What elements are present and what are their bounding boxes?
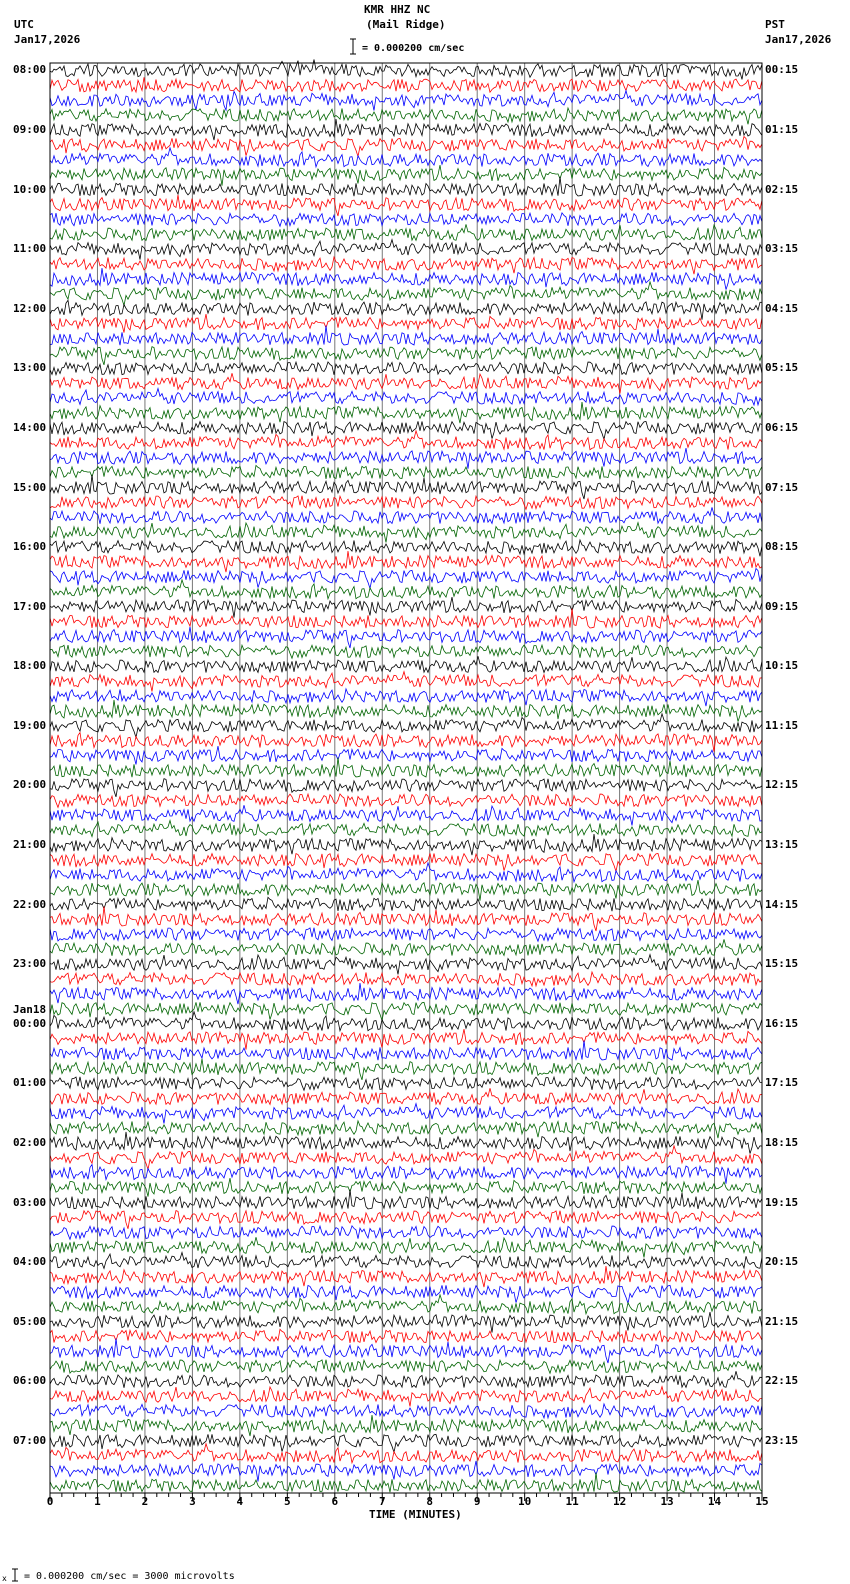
x-tick-label: 6 xyxy=(331,1495,339,1508)
trace-line xyxy=(50,779,762,797)
trace-line xyxy=(50,672,762,692)
utc-hour-label: 14:00 xyxy=(13,420,47,434)
trace-line xyxy=(50,1444,762,1463)
utc-hour-label: 11:00 xyxy=(13,242,47,256)
utc-zone-label: UTC xyxy=(14,18,34,31)
pst-hour-label: 04:15 xyxy=(765,301,799,315)
seismic-traces xyxy=(50,60,762,1493)
utc-hour-label: 06:00 xyxy=(13,1374,47,1388)
trace-line xyxy=(50,1211,762,1229)
trace-line xyxy=(50,1012,762,1031)
trace-line xyxy=(50,1029,762,1050)
trace-line xyxy=(50,77,762,92)
utc-hour-label: 21:00 xyxy=(13,838,47,852)
trace-line xyxy=(50,700,762,722)
location-subtitle: (Mail Ridge) xyxy=(366,18,446,31)
pst-hour-label: 17:15 xyxy=(765,1076,799,1090)
trace-line xyxy=(50,689,762,706)
x-tick-label: 2 xyxy=(141,1495,149,1508)
trace-line xyxy=(50,314,762,333)
trace-line xyxy=(50,714,762,738)
pst-hour-label: 11:15 xyxy=(765,718,799,732)
trace-line xyxy=(50,897,762,911)
trace-line xyxy=(50,257,762,274)
trace-line xyxy=(50,939,762,956)
trace-line xyxy=(50,421,762,439)
trace-line xyxy=(50,60,762,80)
trace-line xyxy=(50,1339,762,1363)
trace-line xyxy=(50,1059,762,1080)
utc-hour-label: 15:00 xyxy=(13,480,47,494)
utc-hour-label: 03:00 xyxy=(13,1195,47,1209)
pst-hour-label: 03:15 xyxy=(765,242,799,256)
pst-hour-label: 02:15 xyxy=(765,182,799,196)
utc-hour-label: 20:00 xyxy=(13,778,47,792)
utc-hour-label: 10:00 xyxy=(13,182,47,196)
pst-hour-label: 15:15 xyxy=(765,957,799,971)
trace-line xyxy=(50,1088,762,1104)
trace-line xyxy=(50,580,762,599)
trace-line xyxy=(50,362,762,375)
pst-hour-label: 22:15 xyxy=(765,1374,799,1388)
x-tick-label: 15 xyxy=(755,1495,769,1508)
trace-line xyxy=(50,1461,762,1482)
utc-hour-label: 02:00 xyxy=(13,1135,47,1149)
utc-hour-label: 13:00 xyxy=(13,361,47,375)
trace-line xyxy=(50,955,762,975)
trace-line xyxy=(50,1132,762,1154)
trace-line xyxy=(50,569,762,589)
trace-line xyxy=(50,448,762,469)
utc-hour-label: 18:00 xyxy=(13,659,47,673)
svg-text:x: x xyxy=(2,1574,7,1583)
trace-line xyxy=(50,907,762,931)
trace-line xyxy=(50,1473,762,1492)
trace-line xyxy=(50,496,762,510)
trace-line xyxy=(50,1178,762,1197)
x-tick-label: 4 xyxy=(236,1495,244,1508)
trace-line xyxy=(50,1002,762,1020)
trace-line xyxy=(50,1253,762,1269)
trace-line xyxy=(50,1226,762,1240)
utc-hour-label: 19:00 xyxy=(13,718,47,732)
trace-line xyxy=(50,108,762,124)
trace-line xyxy=(50,1285,762,1303)
trace-line xyxy=(50,834,762,855)
trace-line xyxy=(50,1415,762,1436)
trace-line xyxy=(50,1404,762,1418)
trace-line xyxy=(50,507,762,524)
x-tick-label: 1 xyxy=(94,1495,101,1508)
trace-line xyxy=(50,240,762,260)
scale-bar-icon xyxy=(349,37,357,57)
trace-line xyxy=(50,1312,762,1333)
scale-text: = 0.000200 cm/sec xyxy=(362,43,465,54)
utc-date-marker: Jan18 xyxy=(13,1002,47,1016)
trace-line xyxy=(50,551,762,572)
trace-line xyxy=(50,645,762,658)
trace-line xyxy=(50,821,762,837)
trace-line xyxy=(50,1165,762,1184)
utc-hour-label: 17:00 xyxy=(13,599,47,613)
trace-line xyxy=(50,609,762,629)
trace-line xyxy=(50,853,762,871)
trace-line xyxy=(50,627,762,648)
trace-line xyxy=(50,213,762,226)
trace-line xyxy=(50,794,762,808)
pst-hour-label: 13:15 xyxy=(765,838,799,852)
x-tick-label: 3 xyxy=(189,1495,196,1508)
utc-hour-label: 00:00 xyxy=(13,1016,47,1030)
minute-grid xyxy=(97,63,714,1493)
trace-line xyxy=(50,733,762,752)
x-tick-label: 12 xyxy=(612,1495,627,1508)
x-tick-label: 8 xyxy=(426,1495,434,1508)
trace-line xyxy=(50,1329,762,1343)
trace-line xyxy=(50,1295,762,1314)
pst-hour-label: 18:15 xyxy=(765,1135,799,1149)
trace-line xyxy=(50,389,762,406)
pst-hour-label: 21:15 xyxy=(765,1314,799,1328)
trace-line xyxy=(50,465,762,479)
pst-hour-label: 00:15 xyxy=(765,63,799,77)
trace-line xyxy=(50,1146,762,1170)
pst-hour-label: 05:15 xyxy=(765,361,799,375)
trace-line xyxy=(50,863,762,882)
trace-line xyxy=(50,758,762,778)
pst-hour-label: 10:15 xyxy=(765,659,799,673)
trace-line xyxy=(50,326,762,346)
utc-hour-label: 04:00 xyxy=(13,1255,47,1269)
trace-line xyxy=(50,597,762,618)
trace-line xyxy=(50,656,762,672)
pst-hour-label: 06:15 xyxy=(765,420,799,434)
utc-hour-label: 01:00 xyxy=(13,1076,47,1090)
pst-hour-label: 16:15 xyxy=(765,1016,799,1030)
pst-hour-label: 12:15 xyxy=(765,778,799,792)
trace-line xyxy=(50,1237,762,1257)
trace-line xyxy=(50,1434,762,1452)
trace-line xyxy=(50,1041,762,1061)
trace-line xyxy=(50,1387,762,1407)
utc-date-label: Jan17,2026 xyxy=(14,33,81,46)
x-tick-label: 11 xyxy=(565,1495,579,1508)
trace-line xyxy=(50,431,762,450)
trace-line xyxy=(50,805,762,825)
utc-hour-label: 22:00 xyxy=(13,897,47,911)
x-tick-label: 5 xyxy=(284,1495,291,1508)
x-tick-label: 7 xyxy=(378,1495,386,1508)
utc-hour-label: 08:00 xyxy=(13,63,47,77)
footer-scale-bar-icon xyxy=(2,1567,20,1583)
trace-line xyxy=(50,402,762,423)
trace-line xyxy=(50,475,762,499)
trace-line xyxy=(50,972,762,986)
utc-hour-label: 05:00 xyxy=(13,1314,47,1328)
trace-line xyxy=(50,195,762,216)
trace-line xyxy=(50,523,762,543)
trace-line xyxy=(50,268,762,290)
trace-line xyxy=(50,1077,762,1091)
trace-line xyxy=(50,983,762,1004)
trace-line xyxy=(50,91,762,111)
trace-line xyxy=(50,1121,762,1138)
utc-hour-label: 12:00 xyxy=(13,301,47,315)
pst-zone-label: PST xyxy=(765,18,785,31)
footer-scale-text: = 0.000200 cm/sec = 3000 microvolts xyxy=(24,1571,235,1582)
x-tick-label: 0 xyxy=(46,1495,54,1508)
trace-line xyxy=(50,165,762,186)
utc-hour-label: 23:00 xyxy=(13,957,47,971)
trace-line xyxy=(50,928,762,942)
trace-line xyxy=(50,119,762,140)
station-title: KMR HHZ NC xyxy=(364,3,431,16)
trace-line xyxy=(50,746,762,764)
utc-hour-label: 07:00 xyxy=(13,1433,47,1447)
pst-hour-label: 20:15 xyxy=(765,1255,799,1269)
trace-line xyxy=(50,1266,762,1287)
trace-line xyxy=(50,148,762,167)
utc-hour-label: 16:00 xyxy=(13,540,47,554)
pst-hour-label: 19:15 xyxy=(765,1195,799,1209)
trace-line xyxy=(50,373,762,393)
pst-hour-label: 08:15 xyxy=(765,540,799,554)
trace-line xyxy=(50,300,762,319)
pst-date-label: Jan17,2026 xyxy=(765,33,832,46)
pst-hour-label: 14:15 xyxy=(765,897,799,911)
trace-line xyxy=(50,347,762,365)
pst-hour-label: 07:15 xyxy=(765,480,799,494)
trace-line xyxy=(50,540,762,556)
trace-line xyxy=(50,137,762,157)
pst-hour-label: 09:15 xyxy=(765,599,799,613)
trace-line xyxy=(50,177,762,196)
x-tick-label: 9 xyxy=(473,1495,481,1508)
trace-line xyxy=(50,282,762,306)
pst-hour-label: 01:15 xyxy=(765,123,799,137)
trace-line xyxy=(50,1190,762,1210)
trace-line xyxy=(50,1371,762,1388)
x-tick-label: 10 xyxy=(518,1495,532,1508)
x-axis-title: TIME (MINUTES) xyxy=(369,1508,462,1521)
pst-hour-label: 23:15 xyxy=(765,1433,799,1447)
trace-line xyxy=(50,880,762,901)
x-tick-label: 13 xyxy=(660,1495,674,1508)
trace-line xyxy=(50,224,762,240)
trace-line xyxy=(50,1360,762,1374)
trace-line xyxy=(50,1104,762,1124)
x-tick-label: 14 xyxy=(707,1495,722,1508)
utc-hour-label: 09:00 xyxy=(13,123,47,137)
